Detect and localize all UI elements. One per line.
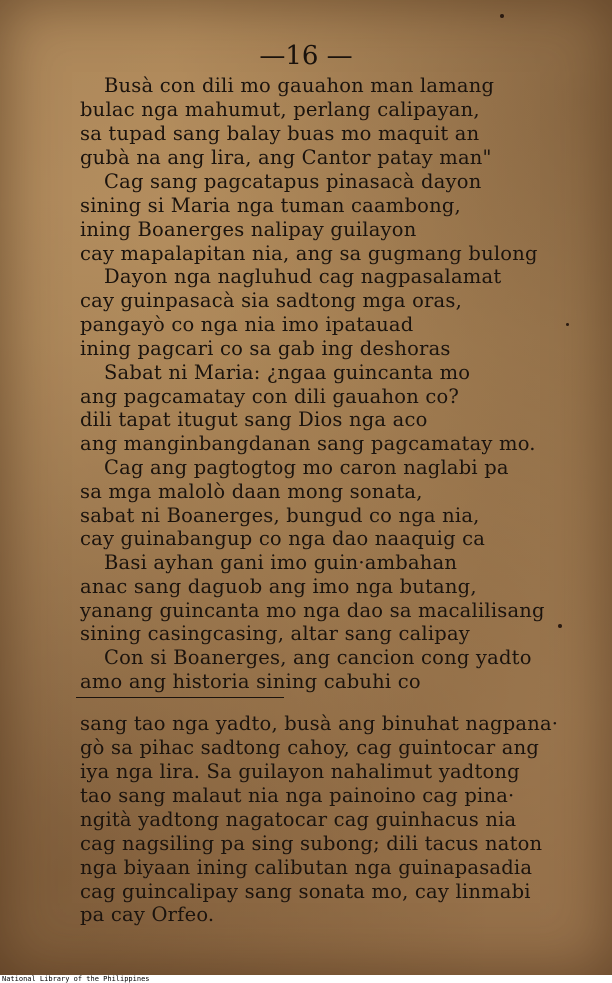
- poem-line: sabat ni Boanerges, bungud co nga nia,: [80, 504, 480, 527]
- page-number: —16 —: [259, 41, 353, 71]
- poem-line: ang pagcamatay con dili gauahon co?: [80, 385, 460, 408]
- poem-line: sining casingcasing, altar sang calipay: [80, 622, 471, 645]
- poem-line: ang manginbangdanan sang pagcamatay mo.: [80, 432, 536, 455]
- poem-line: Cag sang pagcatapus pinasacà dayon: [104, 170, 482, 193]
- poem-line: Dayon nga nagluhud cag nagpasalamat: [104, 265, 502, 288]
- poem-line: Cag ang pagtogtog mo caron naglabi pa: [104, 456, 509, 479]
- footnote-line: gò sa pihac sadtong cahoy, cag guintocar ang: [80, 736, 540, 759]
- poem-line: dili tapat itugut sang Dios nga aco: [80, 408, 428, 431]
- poem-line: sa tupad sang balay buas mo maquit an: [80, 122, 480, 145]
- poem-line: bulac nga mahumut, perlang calipayan,: [80, 98, 480, 121]
- poem-line: Basi ayhan gani imo guin·ambahan: [104, 551, 458, 574]
- footnote-line: ngità yadtong nagatocar cag guinhacus nia: [80, 808, 517, 831]
- footnote-divider: [76, 697, 284, 698]
- footnote-line: nga biyaan ining calibutan nga guinapasadia: [80, 856, 533, 879]
- archive-credit: National Library of the Philippines: [2, 975, 150, 983]
- poem-line: ining pagcari co sa gab ing deshoras: [80, 337, 451, 360]
- poem-line: cay guinpasacà sia sadtong mga oras,: [80, 289, 462, 312]
- footnote-line: sang tao nga yadto, busà ang binuhat nagpana·: [80, 712, 559, 735]
- footnote-line: cag nagsiling pa sing subong; dili tacus naton: [80, 832, 543, 855]
- footnote-line: iya nga lira. Sa guilayon nahalimut yadtong: [80, 760, 520, 783]
- poem-line: Busà con dili mo gauahon man lamang: [104, 74, 495, 97]
- footnote-line: tao sang malaut nia nga painoino cag pina·: [80, 784, 515, 807]
- footnote-line: pa cay Orfeo.: [80, 903, 215, 926]
- poem-line: sa mga malolò daan mong sonata,: [80, 480, 423, 503]
- poem-line: Sabat ni Maria: ¿ngaa guincanta mo: [104, 361, 471, 384]
- poem-line: ining Boanerges nalipay guilayon: [80, 218, 417, 241]
- poem-line: anac sang daguob ang imo nga butang,: [80, 575, 477, 598]
- poem-line: cay guinabangup co nga dao naaquig ca: [80, 527, 486, 550]
- poem-line: sining si Maria nga tuman caambong,: [80, 194, 461, 217]
- poem-line: pangayò co nga nia imo ipatauad: [80, 313, 414, 336]
- paper-speck: [500, 14, 504, 18]
- poem-line: Con si Boanerges, ang cancion cong yadto: [104, 646, 532, 669]
- paper-speck: [566, 323, 569, 326]
- poem-line: amo ang historia sining cabuhi co: [80, 670, 421, 693]
- paper-speck: [558, 624, 562, 628]
- poem-line: gubà na ang lira, ang Cantor patay man": [80, 146, 492, 169]
- footnote-line: cag guincalipay sang sonata mo, cay linmabi: [80, 880, 531, 903]
- poem-line: yanang guincanta mo nga dao sa macalilisang: [80, 599, 545, 622]
- poem-line: cay mapalapitan nia, ang sa gugmang bulong: [80, 242, 538, 265]
